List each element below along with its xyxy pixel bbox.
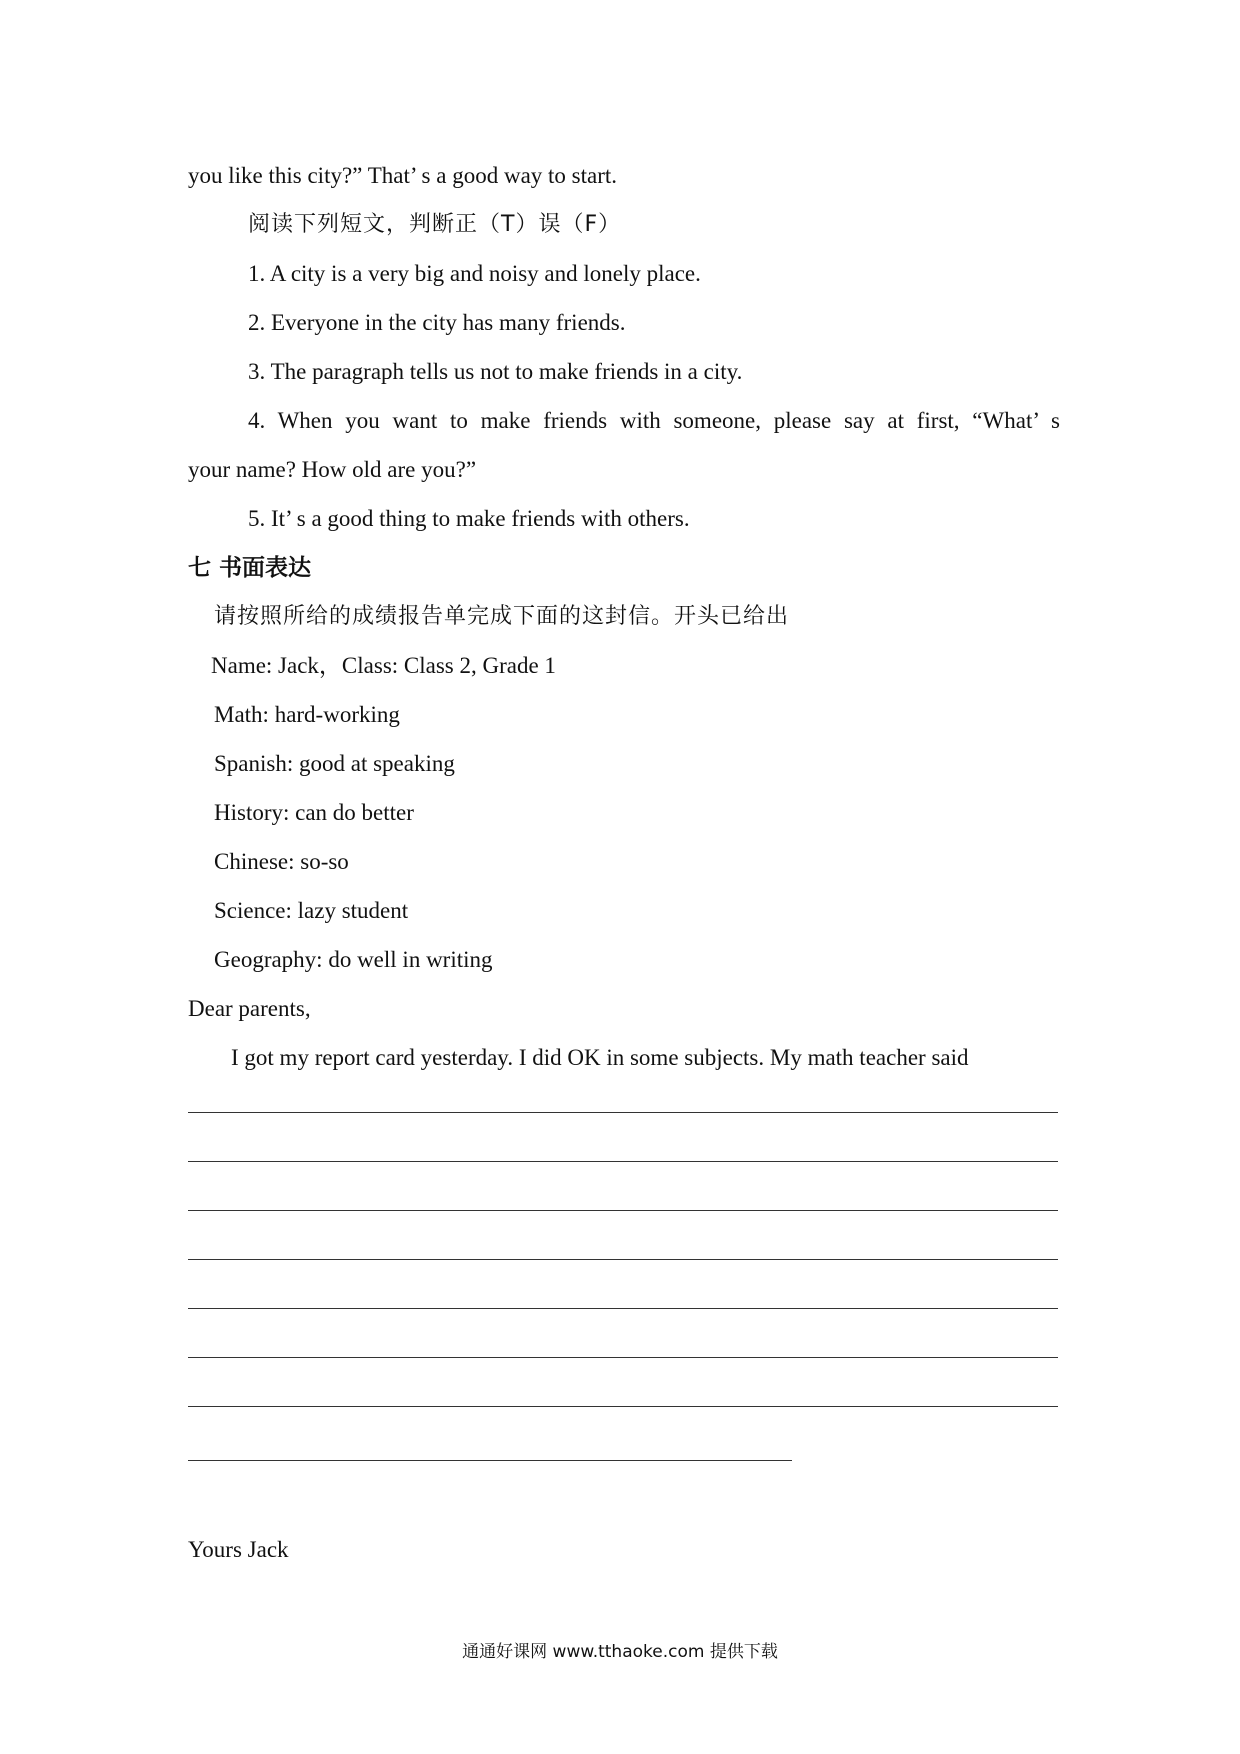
answer-blank-line[interactable] — [188, 1308, 1058, 1309]
answer-blank-line[interactable] — [188, 1406, 1058, 1407]
report-card-line: Science: lazy student — [214, 898, 409, 923]
answer-blank-line[interactable] — [188, 1210, 1058, 1211]
report-card-line: Name: Jack，Class: Class 2, Grade 1 — [211, 653, 556, 678]
letter-signature: Yours Jack — [188, 1537, 289, 1562]
answer-blank-line[interactable] — [188, 1161, 1058, 1162]
answer-blank-line[interactable] — [188, 1112, 1058, 1113]
report-card-line: History: can do better — [214, 800, 414, 825]
exercise-item: 1. A city is a very big and noisy and lonely place. — [248, 261, 701, 286]
answer-blank-line[interactable] — [188, 1259, 1058, 1260]
report-card-line: Chinese: so-so — [214, 849, 349, 874]
answer-blank-line[interactable] — [188, 1460, 792, 1461]
report-card-line: Geography: do well in writing — [214, 947, 493, 972]
exercise-item: 2. Everyone in the city has many friends. — [248, 310, 626, 335]
passage-continued-line: you like this city?” That’ s a good way to start. — [188, 163, 618, 188]
letter-greeting: Dear parents, — [188, 996, 311, 1021]
exercise-instruction: 阅读下列短文，判断正（T）误（F） — [248, 212, 622, 237]
page-footer: 通通好课网 www.tthaoke.com 提供下载 — [462, 1642, 778, 1662]
report-card-line: Spanish: good at speaking — [214, 751, 455, 776]
exercise-item-continued: your name? How old are you?” — [188, 457, 477, 482]
exercise-item: 5. It’ s a good thing to make friends with others. — [248, 506, 690, 531]
exercise-item: 4. When you want to make friends with someone, please say at first, “What’ s — [248, 408, 1060, 433]
answer-blank-line[interactable] — [188, 1357, 1058, 1358]
section-heading: 七 书面表达 — [188, 555, 312, 581]
report-card-line: Math: hard-working — [214, 702, 400, 727]
exercise-item: 3. The paragraph tells us not to make friends in a city. — [248, 359, 743, 384]
letter-opening: I got my report card yesterday. I did OK in some subjects. My math teacher said — [231, 1045, 969, 1070]
writing-instruction: 请按照所给的成绩报告单完成下面的这封信。开头已给出 — [214, 604, 790, 629]
